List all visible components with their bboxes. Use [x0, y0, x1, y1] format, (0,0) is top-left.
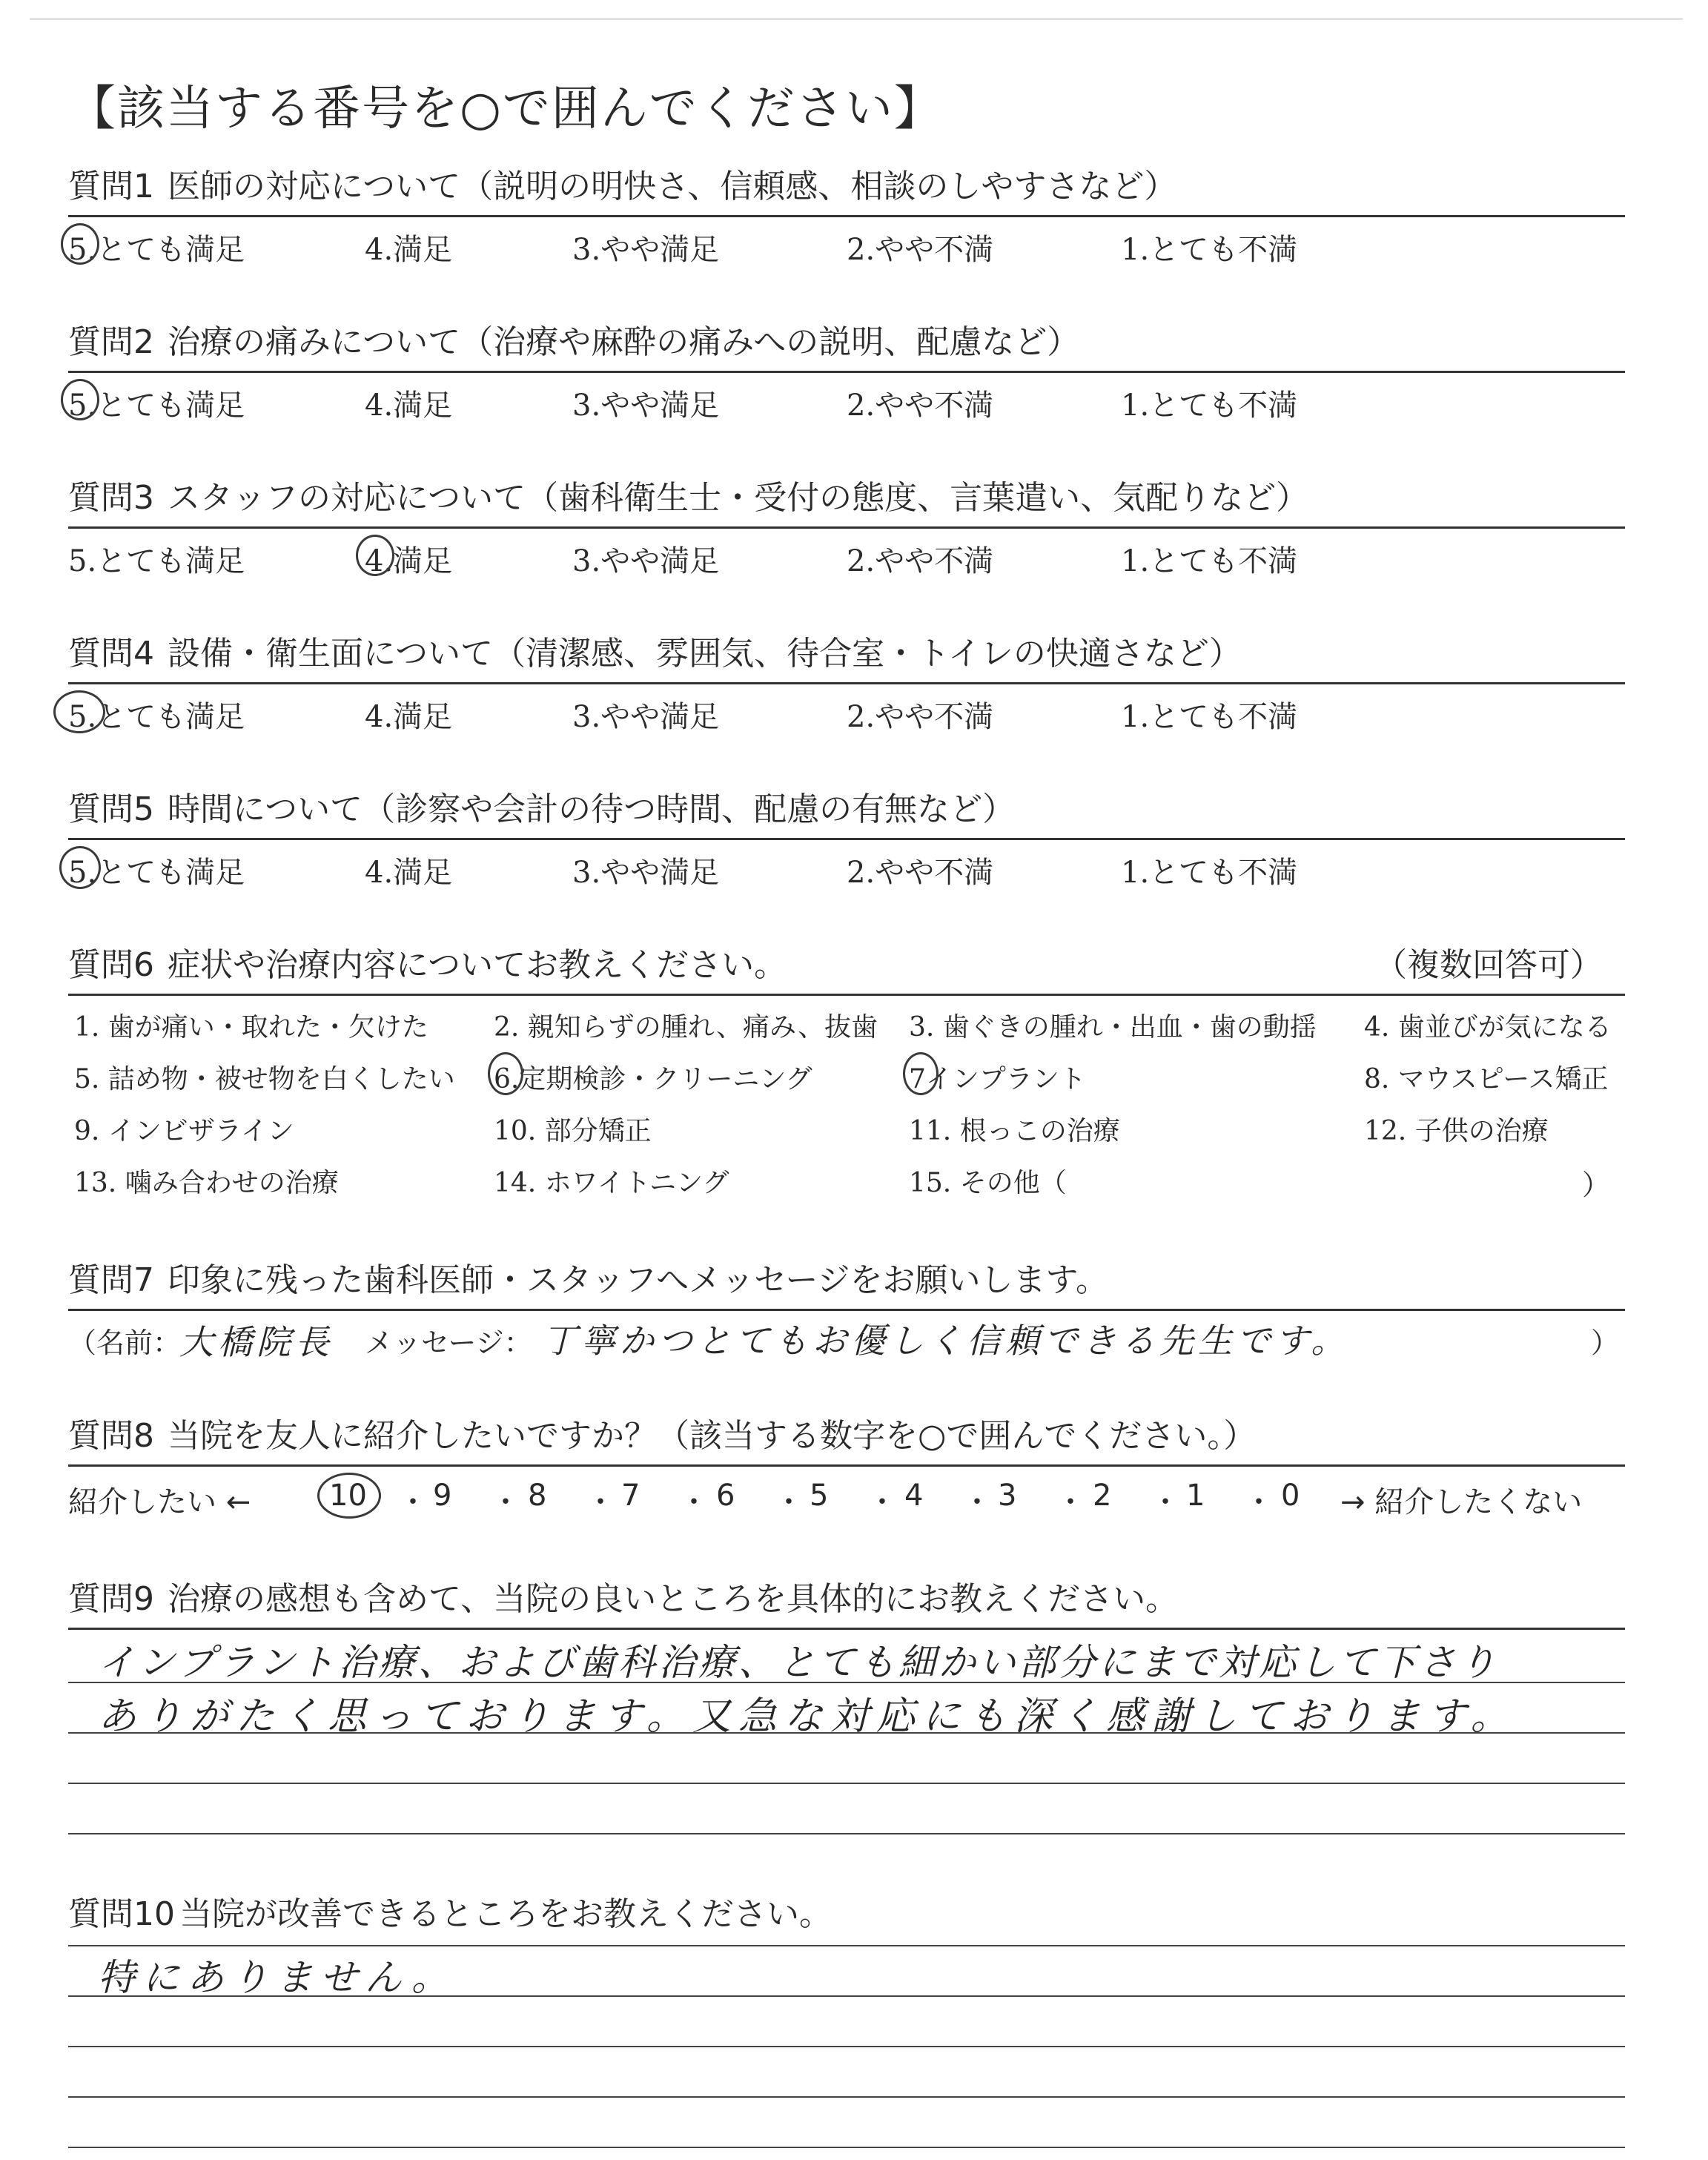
scale-left-label: 紹介したい ← — [68, 1485, 251, 1519]
treatment-option-6[interactable]: 6.定期検診・クリーニング — [494, 1064, 812, 1094]
scale-2[interactable]: 2 — [1093, 1479, 1112, 1513]
scale-9[interactable]: 9 — [433, 1479, 452, 1513]
answer-rule — [68, 1945, 1625, 1946]
question-text: 症状や治療内容についてお教えください。 — [168, 946, 787, 984]
answer-rule — [68, 2147, 1625, 2148]
selection-circle — [61, 223, 99, 265]
option-5[interactable]: 5.とても満足 — [68, 389, 245, 423]
question-text: 印象に残った歯科医師・スタッフへメッセージをお願いします。 — [168, 1261, 1108, 1299]
scale-separator: ・ — [586, 1485, 615, 1519]
question-1 — [68, 159, 1625, 271]
selection-circle — [61, 379, 99, 420]
treatment-option-8[interactable]: 8. マウスピース矯正 — [1364, 1064, 1609, 1094]
treatment-options — [68, 1006, 1625, 1214]
treatment-option-2[interactable]: 2. 親知らずの腫れ、痛み、抜歯 — [494, 1012, 878, 1043]
question-4 — [68, 627, 1625, 738]
question-header — [68, 471, 1625, 529]
recommend-scale — [68, 1476, 1625, 1523]
scale-5[interactable]: 5 — [810, 1479, 829, 1513]
question-number: 質問6 — [68, 946, 154, 984]
treatment-option-14[interactable]: 14. ホワイトニング — [494, 1168, 729, 1198]
option-2[interactable]: 2.やや不満 — [847, 544, 994, 578]
selection-circle — [59, 846, 101, 889]
answer-handwritten-line: 特にありません。 — [98, 1956, 456, 1999]
question-number: 質問8 — [68, 1417, 154, 1455]
name-label: （名前： — [68, 1327, 182, 1359]
question-text: 治療の感想も含めて、当院の良いところを具体的にお教えください。 — [168, 1580, 1179, 1618]
question-header — [68, 1572, 1625, 1630]
scale-10[interactable]: 10 — [329, 1479, 367, 1513]
question-10 — [68, 1887, 1625, 1999]
scale-separator: ・ — [1056, 1485, 1085, 1519]
option-3[interactable]: 3.やや満足 — [572, 544, 720, 578]
rating-options — [68, 693, 1625, 738]
message-label: メッセージ： — [365, 1327, 532, 1359]
scale-4[interactable]: 4 — [904, 1479, 924, 1513]
question-2 — [68, 315, 1625, 426]
message-handwritten: 丁寧かつとてもお優しく信頼できる先生です。 — [543, 1321, 1350, 1361]
option-1[interactable]: 1.とても不満 — [1121, 389, 1298, 423]
scale-6[interactable]: 6 — [716, 1479, 735, 1513]
scale-separator: ・ — [679, 1485, 709, 1519]
question-number: 質問2 — [68, 323, 154, 361]
answer-rule — [68, 2096, 1625, 2098]
option-5[interactable]: 5.とても満足 — [68, 233, 245, 267]
question-7 — [68, 1253, 1625, 1364]
rating-options — [68, 382, 1625, 426]
scale-7[interactable]: 7 — [621, 1479, 640, 1513]
scale-3[interactable]: 3 — [998, 1479, 1017, 1513]
scale-1[interactable]: 1 — [1186, 1479, 1205, 1513]
question-text: 医師の対応について（説明の明快さ、信頼感、相談のしやすさなど） — [168, 168, 1177, 205]
rating-options — [68, 538, 1625, 582]
question-text: スタッフの対応について（歯科衛生士・受付の態度、言葉遣い、気配りなど） — [168, 479, 1309, 517]
question-header — [68, 938, 1625, 996]
option-3[interactable]: 3.やや満足 — [572, 389, 720, 423]
treatment-option-9[interactable]: 9. インビザライン — [74, 1116, 294, 1146]
scale-separator: ・ — [398, 1485, 428, 1519]
treatment-option-3[interactable]: 3. 歯ぐきの腫れ・出血・歯の動揺 — [909, 1012, 1317, 1043]
treatment-option-13[interactable]: 13. 噛み合わせの治療 — [74, 1168, 339, 1198]
question-number: 質問10 — [68, 1895, 175, 1933]
option-2[interactable]: 2.やや不満 — [847, 856, 994, 890]
answer-rule — [68, 1783, 1625, 1784]
question-number: 質問7 — [68, 1261, 154, 1299]
scale-separator: ・ — [962, 1485, 992, 1519]
treatment-option-11[interactable]: 11. 根っこの治療 — [909, 1116, 1120, 1146]
question-text: 当院を友人に紹介したいですか？（該当する数字を○で囲んでください。） — [168, 1417, 1257, 1455]
selection-circle — [356, 535, 394, 576]
scale-separator: ・ — [1244, 1485, 1274, 1519]
selection-circle — [488, 1052, 523, 1095]
question-text: 当院が改善できるところをお教えください。 — [179, 1895, 832, 1933]
option-3[interactable]: 3.やや満足 — [572, 233, 720, 267]
other-closing-paren: ） — [1581, 1169, 1610, 1201]
question-8 — [68, 1409, 1625, 1523]
treatment-option-10[interactable]: 10. 部分矯正 — [494, 1116, 652, 1146]
question-header — [68, 1253, 1625, 1311]
answer-rule — [68, 2046, 1625, 2047]
option-1[interactable]: 1.とても不満 — [1121, 700, 1298, 734]
scale-separator: ・ — [867, 1485, 897, 1519]
option-1[interactable]: 1.とても不満 — [1121, 856, 1298, 890]
option-2[interactable]: 2.やや不満 — [847, 389, 994, 423]
scale-0[interactable]: 0 — [1281, 1479, 1300, 1513]
question-9 — [68, 1572, 1625, 1739]
question-header — [68, 1887, 1625, 1945]
selection-circle — [317, 1473, 381, 1519]
option-5[interactable]: 5.とても満足 — [68, 544, 245, 578]
selection-circle — [903, 1052, 939, 1095]
question-3 — [68, 471, 1625, 582]
multiple-answers-note: （複数回答可） — [1374, 946, 1603, 984]
question-number: 質問4 — [68, 635, 154, 673]
option-5[interactable]: 5.とても満足 — [68, 700, 245, 734]
question-header — [68, 1409, 1625, 1467]
selection-circle — [53, 690, 105, 733]
option-5[interactable]: 5.とても満足 — [68, 856, 245, 890]
treatment-option-7[interactable]: 7インプラント — [909, 1064, 1086, 1094]
option-3[interactable]: 3.やや満足 — [572, 856, 720, 890]
scale-right-label: → 紹介したくない — [1340, 1485, 1583, 1519]
option-4[interactable]: 4.満足 — [365, 856, 453, 890]
treatment-option-1[interactable]: 1. 歯が痛い・取れた・欠けた — [74, 1012, 428, 1043]
option-4[interactable]: 4.満足 — [365, 544, 453, 578]
question-number: 質問5 — [68, 790, 154, 828]
option-3[interactable]: 3.やや満足 — [572, 700, 720, 734]
option-1[interactable]: 1.とても不満 — [1121, 233, 1298, 267]
treatment-option-5[interactable]: 5. 詰め物・被せ物を白くしたい — [74, 1064, 455, 1094]
rating-options — [68, 849, 1625, 894]
question-header — [68, 315, 1625, 373]
treatment-option-4[interactable]: 4. 歯並びが気になる — [1364, 1012, 1612, 1043]
rating-options — [68, 226, 1625, 271]
treatment-option-12[interactable]: 12. 子供の治療 — [1364, 1116, 1549, 1146]
answer-handwritten-line: インプラント治療、および歯科治療、とても細かい部分にまで対応して下さり — [98, 1641, 1499, 1684]
question-header — [68, 782, 1625, 840]
question-header — [68, 627, 1625, 684]
answer-rule — [68, 1833, 1625, 1834]
question-text: 設備・衛生面について（清潔感、雰囲気、待合室・トイレの快適さなど） — [168, 635, 1242, 673]
name-handwritten: 大橋院長 — [179, 1322, 334, 1362]
question-number: 質問9 — [68, 1580, 154, 1618]
scale-separator: ・ — [1151, 1485, 1180, 1519]
question-text: 治療の痛みについて（治療や麻酔の痛みへの説明、配慮など） — [168, 323, 1080, 361]
scale-8[interactable]: 8 — [528, 1479, 547, 1513]
scale-separator: ・ — [774, 1485, 804, 1519]
option-4[interactable]: 4.満足 — [365, 233, 453, 267]
answer-handwritten-line: ありがたく思っております。又急な対応にも深く感謝しております。 — [98, 1694, 1517, 1739]
question-6 — [68, 938, 1625, 1214]
option-2[interactable]: 2.やや不満 — [847, 700, 994, 734]
question-5 — [68, 782, 1625, 894]
top-edge-rule — [30, 18, 1683, 20]
message-line — [68, 1315, 1625, 1364]
option-1[interactable]: 1.とても不満 — [1121, 544, 1298, 578]
question-number: 質問1 — [68, 168, 154, 205]
scale-separator: ・ — [491, 1485, 520, 1519]
option-2[interactable]: 2.やや不満 — [847, 233, 994, 267]
question-text: 時間について（診察や会計の待つ時間、配慮の有無など） — [168, 790, 1016, 828]
option-4[interactable]: 4.満足 — [365, 389, 453, 423]
treatment-option-15[interactable]: 15. その他（ — [909, 1168, 1067, 1198]
message-closing-paren: ） — [1590, 1327, 1619, 1359]
question-number: 質問3 — [68, 479, 154, 517]
option-4[interactable]: 4.満足 — [365, 700, 453, 734]
question-header — [68, 159, 1625, 217]
page-title: 【該当する番号を○で囲んでください】 — [68, 82, 943, 136]
